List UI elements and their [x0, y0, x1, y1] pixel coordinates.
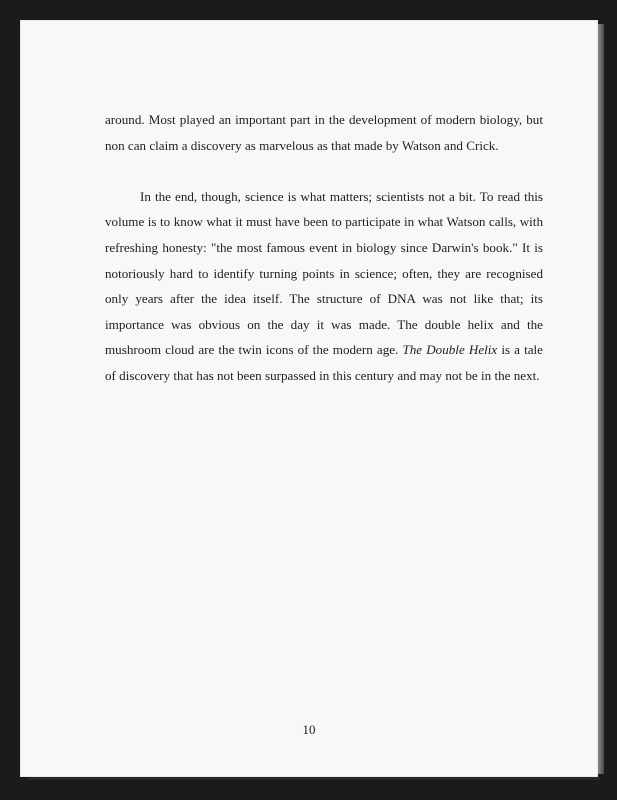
page-bottom-edge	[28, 777, 600, 780]
page-number: 10	[302, 722, 316, 737]
paragraph-continuation: around. Most played an important part in the development of modern biology, but non can claim a discovery as marvelous as that made by Watson and Crick.	[105, 112, 543, 153]
paragraph-main-text-end: is a tale of discovery that has not been surpassed in this century and may not be in the next.	[105, 342, 543, 383]
page-edge-shadow	[598, 24, 604, 774]
body-text	[105, 107, 543, 389]
paragraph-main-text-start: In the end, though, science is what matters; scientists not a bit. To read this volume is to know what it must have been to participate in what Watson calls, with refreshing honesty: "the most famous event in biology since Darwin's book." It is notoriously hard to identify turning points in science; often, they are recognised only years after the idea itself. The structure of DNA was not like that; its importance was obvious on the day it was made. The double helix and the mushroom cloud are the twin icons of the modern age.	[105, 188, 543, 358]
paragraph-main	[105, 184, 543, 389]
book-title: The Double Helix	[402, 342, 498, 358]
document-page	[20, 20, 598, 777]
